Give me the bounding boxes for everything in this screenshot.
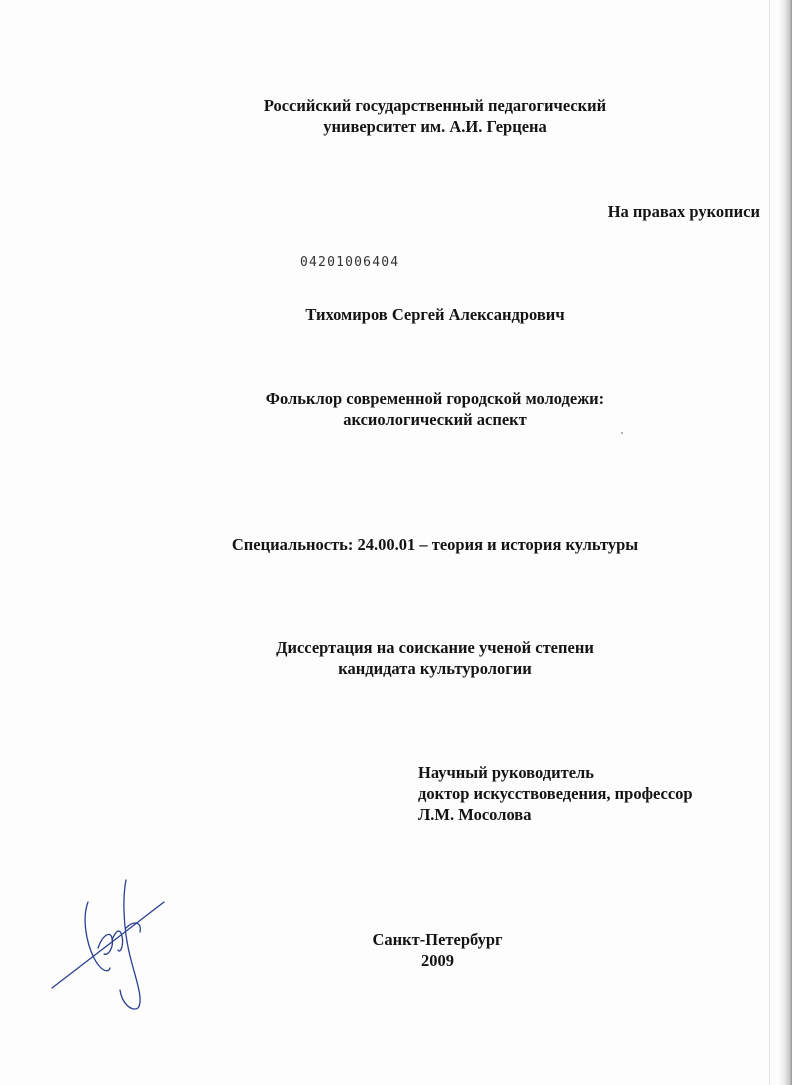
scan-edge-shadow (778, 0, 792, 1085)
university-line-1: Российский государственный педагогический (263, 96, 607, 115)
city-name: Санкт-Петербург (372, 930, 503, 949)
signature-icon (48, 870, 178, 1010)
degree-statement (200, 637, 670, 679)
year: 2009 (421, 951, 454, 970)
specialty: Специальность: 24.00.01 – теория и история культуры (231, 535, 639, 554)
degree-line-2: кандидата культурологии (338, 659, 532, 678)
scan-edge-line (769, 0, 770, 1085)
rights-notice: На правах рукописи (607, 202, 760, 221)
author-name: Тихомиров Сергей Александрович (305, 305, 565, 324)
title-line-1: Фольклор современной городской молодежи: (265, 389, 605, 408)
scan-speck (621, 432, 623, 434)
title-line-2: аксиологический аспект (343, 410, 527, 429)
supervisor-block (418, 762, 693, 825)
inventory-number: 04201006404 (300, 255, 400, 270)
supervisor-name: Л.М. Мосолова (418, 805, 532, 824)
degree-line-1: Диссертация на соискание ученой степени (276, 638, 594, 657)
supervisor-role: Научный руководитель (418, 763, 594, 782)
university-heading (200, 95, 670, 137)
place-and-year (300, 929, 575, 971)
dissertation-title (200, 388, 670, 430)
supervisor-credentials: доктор искусствоведения, профессор (418, 784, 693, 803)
university-line-2: университет им. А.И. Герцена (323, 117, 547, 136)
